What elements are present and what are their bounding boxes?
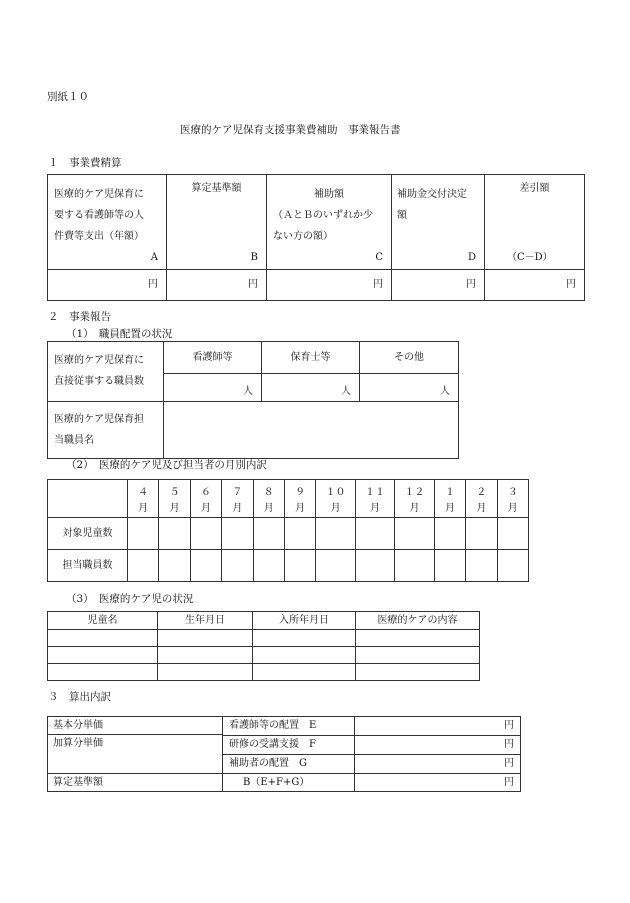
subsection-2-1-heading: （1） 職員配置の状況 xyxy=(66,328,173,340)
col-diff-line1: 差引額 xyxy=(519,183,550,194)
section-2-heading: ２ 事業報告 xyxy=(48,311,111,323)
month-header-7 xyxy=(316,480,355,518)
month-header-1 xyxy=(127,480,158,518)
col-D-header xyxy=(392,175,485,270)
col-A-letter: A xyxy=(150,252,158,263)
staff-name-label-line1: 医療的ケア児保育担 xyxy=(54,414,144,425)
subsection-2-3-heading: （3） 医療的ケア児の状況 xyxy=(66,593,194,605)
base-amount-value: 円 xyxy=(355,774,521,792)
col-D-line2: 額 xyxy=(397,210,407,221)
amount-B: 円 xyxy=(167,270,267,301)
addition-amounts xyxy=(355,717,521,774)
expense-settlement-table xyxy=(47,174,585,301)
count-nurse: 人 xyxy=(164,374,262,402)
direct-staff-label-line1: 医療的ケア児保育に xyxy=(54,355,144,366)
month-suffix: 月 xyxy=(409,503,420,514)
col-A-line3: 件費等支出（年額） xyxy=(54,231,144,242)
month-number: １２ xyxy=(404,487,425,498)
staff-name-label-line2: 当職員名 xyxy=(54,435,94,446)
count-childcare: 人 xyxy=(262,374,360,402)
count-other: 人 xyxy=(360,374,459,402)
month-number: ７ xyxy=(232,487,243,498)
month-suffix: 月 xyxy=(263,503,274,514)
col-C-letter: C xyxy=(375,252,383,263)
amount-G: 円 xyxy=(504,758,514,769)
month-suffix: 月 xyxy=(476,503,487,514)
month-number: ９ xyxy=(295,487,306,498)
month-suffix: 月 xyxy=(138,503,149,514)
month-suffix: 月 xyxy=(200,503,211,514)
staff-name-value xyxy=(164,402,459,459)
month-suffix: 月 xyxy=(232,503,243,514)
col-diff-letter: （C－D） xyxy=(507,252,553,263)
month-number: １０ xyxy=(325,487,346,498)
staff-allocation-table xyxy=(47,341,459,459)
staff-name-label xyxy=(48,402,164,459)
col-C-line3: ない方の額） xyxy=(273,231,333,242)
col-care-content: 医療的ケアの内容 xyxy=(356,612,480,630)
amount-D: 円 xyxy=(392,270,485,301)
month-number: ５ xyxy=(169,487,180,498)
amount-C: 円 xyxy=(267,270,392,301)
col-admission-date: 入所年月日 xyxy=(253,612,356,630)
month-suffix: 月 xyxy=(444,503,455,514)
month-corner-cell xyxy=(48,480,128,518)
month-header-9 xyxy=(395,480,434,518)
calculation-table xyxy=(47,716,521,792)
addition-unit-price-label: 加算分単価 xyxy=(48,735,223,774)
month-header-8 xyxy=(355,480,394,518)
section-1-heading: １ 事業費精算 xyxy=(48,157,122,169)
month-suffix: 月 xyxy=(370,503,381,514)
col-B-line1: 算定基準額 xyxy=(191,183,242,194)
section-3-heading: ３ 算出内訳 xyxy=(48,691,111,703)
month-header-5 xyxy=(253,480,284,518)
amount-F: 円 xyxy=(355,736,520,755)
subsection-2-2-heading: （2） 医療的ケア児及び担当者の月別内訳 xyxy=(66,459,267,471)
month-suffix: 月 xyxy=(295,503,306,514)
col-nurse: 看護師等 xyxy=(164,342,262,374)
document-title: 医療的ケア児保育支援事業費補助 事業報告書 xyxy=(180,124,401,136)
col-other: その他 xyxy=(360,342,459,374)
direct-staff-label-line2: 直接従事する職員数 xyxy=(54,376,144,387)
month-suffix: 月 xyxy=(330,503,341,514)
month-header-11 xyxy=(466,480,497,518)
addition-items xyxy=(223,717,355,774)
month-number: ８ xyxy=(263,487,274,498)
base-unit-price-label: 基本分単価 xyxy=(48,717,223,735)
month-number: ２ xyxy=(476,487,487,498)
col-B-header xyxy=(167,175,267,270)
direct-staff-label xyxy=(48,342,164,402)
col-D-line1: 補助金交付決定 xyxy=(397,189,467,200)
col-C-line1: 補助額 xyxy=(314,189,344,200)
col-C-header xyxy=(267,175,392,270)
month-number: １１ xyxy=(365,487,386,498)
month-suffix: 月 xyxy=(169,503,180,514)
col-D-letter: D xyxy=(467,252,476,263)
month-header-6 xyxy=(284,480,315,518)
month-header-12 xyxy=(497,480,528,518)
base-amount-label: 算定基準額 xyxy=(48,774,223,792)
base-amount-formula: B（E+F+G） xyxy=(223,774,355,792)
child-status-table xyxy=(47,611,480,681)
col-A-header xyxy=(48,175,167,270)
month-header-10 xyxy=(434,480,465,518)
month-header-4 xyxy=(222,480,253,518)
col-B-letter: B xyxy=(250,252,258,263)
row-staff-count: 担当職員数 xyxy=(48,550,128,582)
col-childcare: 保育士等 xyxy=(262,342,360,374)
amount-A: 円 xyxy=(48,270,167,301)
monthly-breakdown-table xyxy=(47,479,529,582)
col-diff-header xyxy=(485,175,585,270)
month-number: ６ xyxy=(200,487,211,498)
item-nurse: 看護師等の配置 E xyxy=(223,717,354,736)
month-suffix: 月 xyxy=(507,503,518,514)
col-C-line2: （ＡとＢのいずれか少 xyxy=(273,210,373,221)
amount-diff: 円 xyxy=(485,270,585,301)
col-A-line1: 医療的ケア児保育に xyxy=(54,189,144,200)
month-header-3 xyxy=(190,480,221,518)
col-birth-date: 生年月日 xyxy=(158,612,253,630)
month-number: ４ xyxy=(138,487,149,498)
attachment-number: 別紙１０ xyxy=(47,91,89,103)
row-children-count: 対象児童数 xyxy=(48,518,128,550)
col-A-line2: 要する看護師等の人 xyxy=(54,210,144,221)
col-child-name: 児童名 xyxy=(48,612,158,630)
month-number: ３ xyxy=(507,487,518,498)
item-training: 研修の受講支援 F xyxy=(223,736,354,755)
amount-E: 円 xyxy=(355,717,520,736)
item-assistant: 補助者の配置 G xyxy=(229,758,307,769)
month-header-2 xyxy=(159,480,190,518)
month-number: １ xyxy=(444,487,455,498)
